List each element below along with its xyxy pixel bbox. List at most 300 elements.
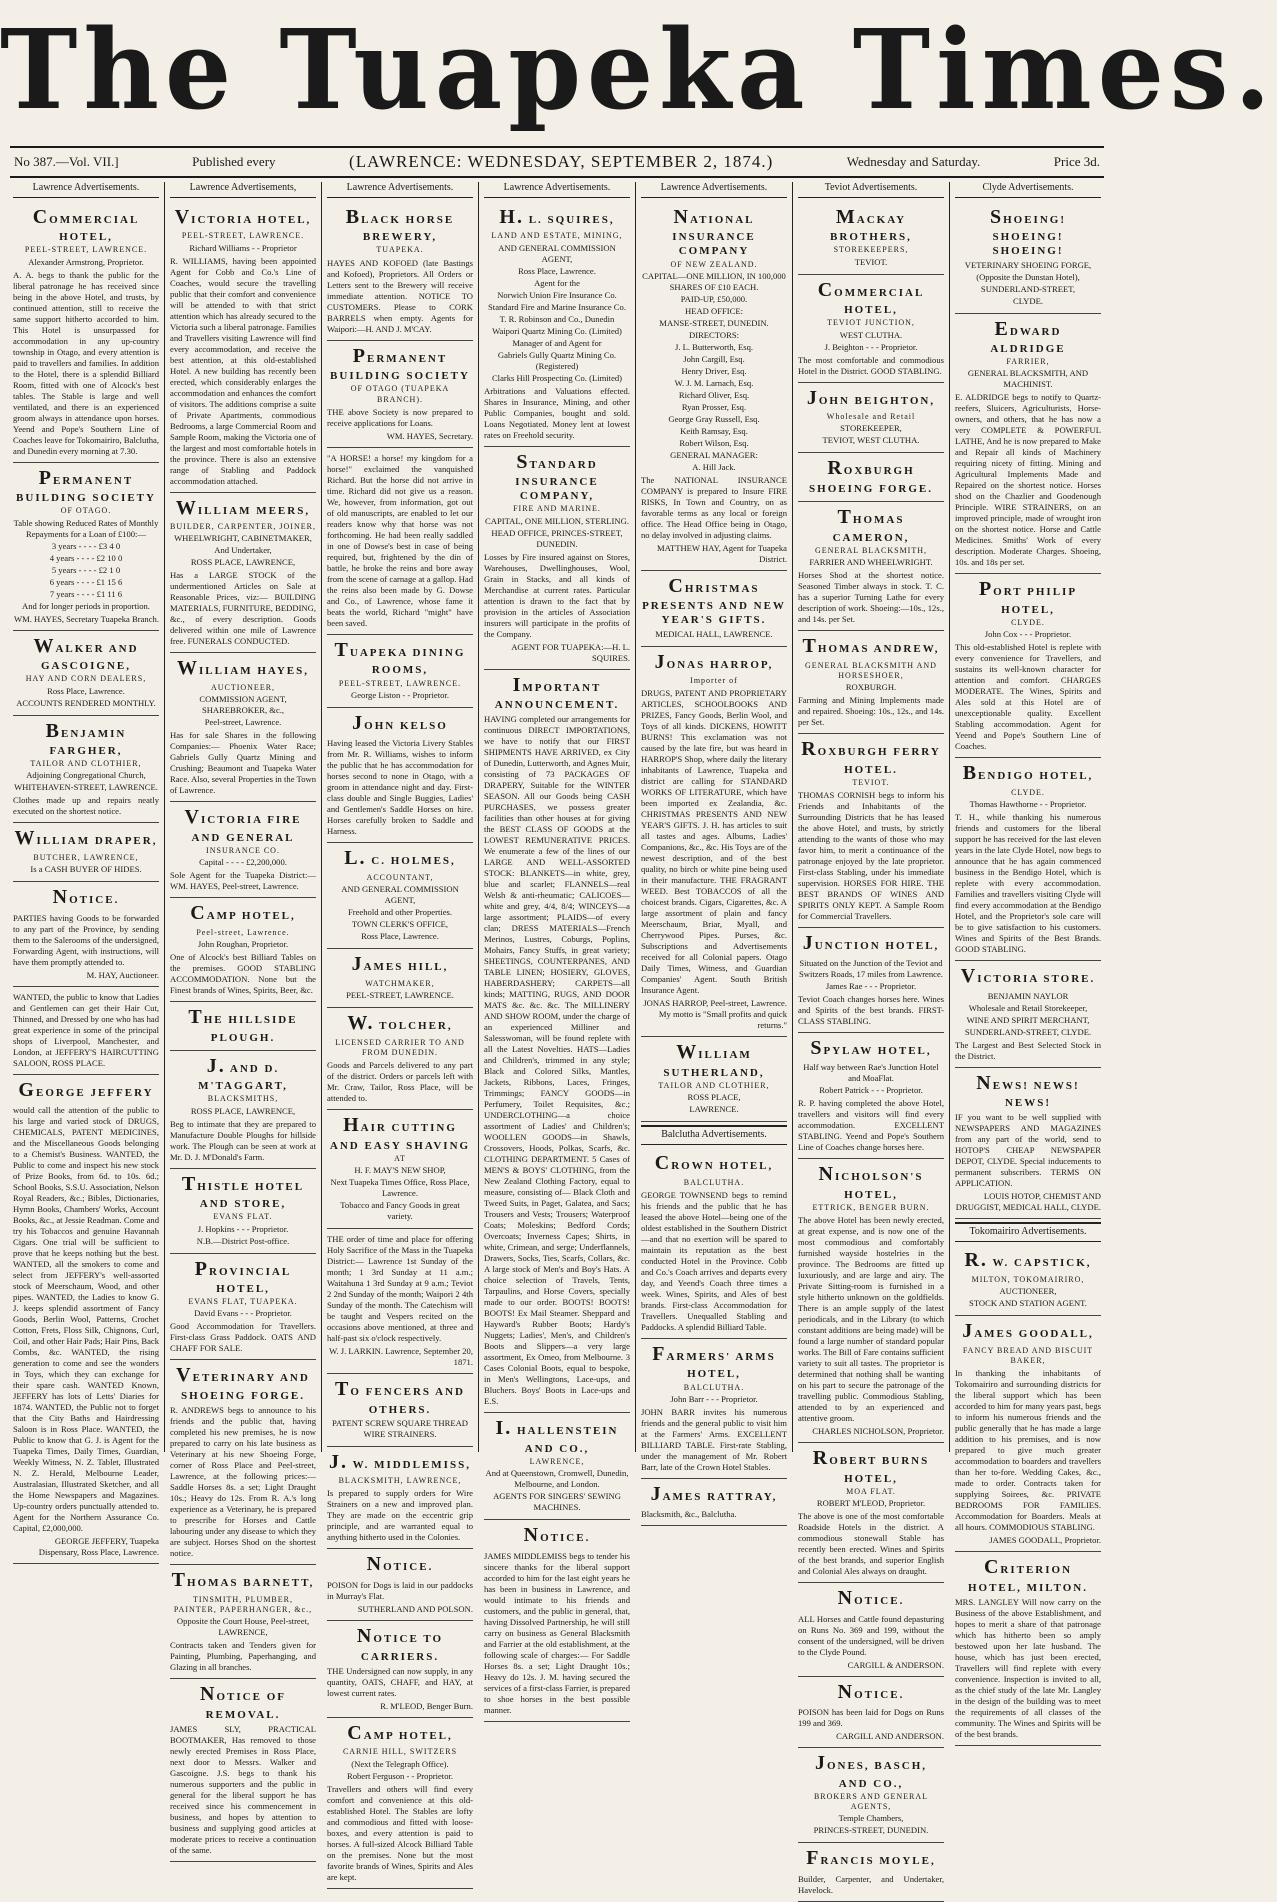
ad-line: Standard Fire and Marine Insurance Co. (488, 301, 626, 312)
ad-line: Next Tuapeka Times Office, Ross Place, Lawrence. (330, 1176, 470, 1198)
advertisement (327, 202, 473, 341)
ad-line: PAID-UP, £50,000. (680, 293, 748, 304)
ad-body: Goods and Parcels delivered to any part of the district. Orders or parcels left with Mr. Craw, Tailor, Ross Place, will be attended to. (327, 1060, 473, 1104)
column-heading: Clyde Advertisements. (955, 182, 1101, 198)
ad-title: ROXBURGH FERRY HOTEL. (801, 738, 941, 776)
advertisement (641, 202, 787, 571)
ad-line: W. J. M. Larnach, Esq. (674, 377, 754, 388)
ad-title: ROXBURGH SHOEING FORGE. (809, 457, 933, 496)
advertisement (798, 1843, 944, 1902)
advertisement (955, 758, 1101, 961)
ad-signature: JONAS HARROP, Peel-street, Lawrence. My motto is "Small profits and quick returns." (643, 998, 787, 1031)
ad-body: GEORGE TOWNSEND begs to remind his friends and the public that he has leased the above Hotel—being one of the oldest established in the Southern District—and that no exertion will be spared to maintain its reputation as the best conducted Hotel in the Province. Cobb and Co.'s Coach arrives and departs every day, and Yeend's Coach three times a week. Wines, Spirits, and Ales of best brands. First-class Accommodation for Travellers. Unequalled Stabling and Paddocks. A splendid Billiard Table. (641, 1189, 787, 1332)
ad-title: SPYLAW HOTEL, (810, 1036, 932, 1059)
ad-line: AUCTIONEER, (999, 1286, 1057, 1297)
ad-subtitle: PEEL-STREET, LAWRENCE. (24, 245, 148, 255)
ad-subtitle: AUCTIONEER, (210, 683, 276, 693)
ad-subtitle: EVANS FLAT. (213, 1212, 273, 1222)
ad-body: The most comfortable and commodious Hotel in the District. GOOD STABLING. (798, 354, 944, 376)
ad-line: BENJAMIN NAYLOR (987, 990, 1069, 1001)
ad-title: CAMP HOTEL, (190, 902, 296, 925)
column-1 (8, 182, 165, 1558)
ad-line: Norwich Union Fire Insurance Co. (497, 289, 617, 300)
ad-title: W. TOLCHER, (347, 1012, 453, 1034)
ad-subtitle: GENERAL BLACKSMITH, (814, 545, 928, 555)
ad-line: And Undertaker, (214, 545, 272, 556)
ad-subtitle: BROKERS AND GENERAL AGENTS, (813, 1791, 929, 1812)
ad-line: Ross Place, Lawrence. (361, 931, 439, 942)
ad-line: PRINCES-STREET, DUNEDIN. (813, 1825, 929, 1836)
price: Price 3d. (1053, 154, 1100, 169)
ad-body: Contracts taken and Tenders given for Painting, Plumbing, Paperhanging, and Glazing in all branches. (170, 1640, 316, 1673)
advertisement-columns (8, 182, 1106, 1895)
ad-line: MEDICAL HALL, LAWRENCE. (655, 628, 773, 639)
ad-title: JAMES HILL, (351, 953, 449, 976)
advertisement (327, 949, 473, 1008)
ad-subtitle: Importer of (690, 676, 738, 686)
ad-title: BENJAMIN FARGHER, (45, 719, 127, 758)
ad-signature: WM. HAYES, Secretary Tuapeka Branch. (13, 613, 159, 624)
ad-subtitle: BALCLUTHA. (683, 1382, 745, 1392)
advertisement (170, 1679, 316, 1862)
advertisement (641, 1037, 787, 1122)
ad-title: J. AND D. M'TAGGART, (198, 1054, 288, 1093)
ad-subtitle: FIRE AND MARINE. (513, 504, 601, 514)
ad-subtitle: TINSMITH, PLUMBER, PAINTER, PAPERHANGER, &c., (173, 1594, 313, 1614)
advertisement (484, 447, 630, 670)
advertisement (955, 961, 1101, 1068)
ad-subtitle: BALCLUTHA. (683, 1177, 745, 1187)
advertisement (798, 1033, 944, 1160)
ad-body: Losses by Fire insured against on Stores, Warehouses, Dwellinghouses, Wool, Grain in Stacks, and all kinds of Merchandise at current rates. Particular attention is drawn to the fact that by provision in the articles of Association insurers will participate in the profits of the Company. (484, 551, 630, 639)
ad-title: WILLIAM MEERS, (175, 496, 311, 519)
ad-line: Richard Williams - - Proprietor (189, 242, 297, 253)
ad-title: THOMAS CAMERON, (832, 506, 910, 544)
ad-body: T. H., while thanking his numerous friends and customers for the liberal support he has received for the last eleven years in the late Clyde Hotel, now begs to announce that he has again commenced business in the Bendigo Hotel, which is replete with every accommodation. Families and travellers visiting Clyde will find every accommodation at the Bendigo Hotel, and the Proprietor's sole care will be to give satisfaction to his customers. Wines and Spirits of the Best Brands. GOOD STABLING. (955, 812, 1101, 955)
ad-title: JAMES GOODALL, (962, 1320, 1094, 1343)
ad-line: George Gray Russell, Esq. (668, 413, 760, 424)
ad-subtitle: HAY AND CORN DEALERS, (25, 674, 147, 684)
column-heading: Lawrence Advertisements, (170, 182, 316, 198)
ad-subtitle: FANCY BREAD AND BISCUIT BAKER, (962, 1345, 1094, 1365)
ad-subtitle: CARNIE HILL, SWITZERS (342, 1747, 458, 1757)
ad-body: R. P. having completed the above Hotel, travellers and visitors will find every accommodation. EXCELLENT STABLING. Yeend and Pope's Southern Line of Coaches change horses here. (798, 1098, 944, 1153)
ad-title: NOTICE. (837, 1680, 905, 1703)
ad-subtitle: TEVIOT JUNCTION, (827, 318, 915, 328)
ad-line: 5 years - - - - £2 1 0 (51, 564, 121, 575)
advertisement (170, 1254, 316, 1361)
ad-line: John Barr - - - Proprietor. (670, 1393, 758, 1404)
ad-subtitle: AT (394, 1153, 406, 1163)
ad-line: Capital - - - - £2,200,000. (199, 857, 287, 868)
advertisement (327, 1621, 473, 1718)
ad-line: PEEL-STREET, LAWRENCE. (346, 990, 454, 1000)
ad-line: ROSS PLACE, LAWRENCE, (190, 1105, 296, 1116)
advertisement (13, 823, 159, 882)
ad-body: Is prepared to supply orders for Wire Strainers on a new and improved plan. They are made on the eccentric grip principle, and are warranted equal to anything hitherto used in the Colonies. (327, 1488, 473, 1543)
published-label: Published every (192, 154, 276, 169)
ad-line: Robert Patrick - - - Proprietor. (819, 1085, 923, 1096)
ad-line: Thomas Hawthorne - - Proprietor. (969, 799, 1087, 810)
advertisement (798, 1677, 944, 1749)
column-5 (636, 182, 793, 1520)
advertisement (798, 202, 944, 275)
ad-body: Good Accommodation for Travellers. First-class Grass Paddock. OATS AND CHAFF FOR SALE. (170, 1321, 316, 1354)
ad-title: NOTICE. (837, 1586, 905, 1609)
ad-subtitle: Peel-street, Lawrence. (196, 927, 290, 937)
ad-line: AND GENERAL COMMISSION AGENT, (341, 884, 459, 906)
advertisement (13, 882, 159, 987)
advertisement (170, 202, 316, 493)
advertisement (327, 448, 473, 635)
ad-line: Clarks Hill Prospecting Co. (Limited) (491, 372, 623, 383)
ad-line: DIRECTORS: (689, 329, 739, 340)
ad-title: VICTORIA STORE. (960, 965, 1096, 988)
ad-title: ROBERT BURNS HOTEL, (812, 1447, 930, 1485)
ad-title: MACKAY BROTHERS, (830, 205, 912, 244)
column-heading: Lawrence Advertisements. (327, 182, 473, 198)
ad-line: John Cox - - - Proprietor. (984, 629, 1072, 640)
ad-signature: CHARLES NICHOLSON, Proprietor. (812, 1426, 944, 1437)
ad-title: CROWN HOTEL, (654, 1152, 774, 1175)
ad-body: Blacksmith, &c., Balclutha. (641, 1509, 737, 1520)
ad-line: Alexander Armstrong, Proprietor. (28, 256, 144, 267)
newspaper-title: The Tuapeka Times. (0, 4, 1277, 135)
advertisement (641, 1148, 787, 1339)
ad-line: Ross Place, Lawrence. (518, 265, 596, 276)
ad-signature: CARGILL & ANDERSON. (847, 1659, 944, 1670)
advertisement (641, 1479, 787, 1527)
ad-body: JOHN BARR invites his numerous friends and the general public to visit him at the Farmers' Arms. EXCELLENT BILLIARD TABLE. First-rate Stabling, under the management of Mr. Robert Barr, late of the Crown Hotel Stables. (641, 1406, 787, 1472)
ad-line: LAWRENCE. (689, 1104, 739, 1115)
ad-signature: AGENT FOR TUAPEKA:—H. L. SQUIRES. (511, 641, 630, 663)
ad-title: JOHN KELSO (352, 711, 448, 734)
advertisement (955, 1552, 1101, 1746)
advertisement (798, 453, 944, 502)
ad-title: NOTICE. (523, 1524, 591, 1547)
ad-title: JONES, BASCH, AND CO., (814, 1752, 928, 1790)
ad-title: NOTICE. (52, 886, 120, 909)
ad-body: In thanking the inhabitants of Tokomairiro and surrounding districts for the liberal support which has been accorded to him for many years past, begs to inform his numerous friends and the public generally that he has made a large addition to his premises, and is now prepared to give much greater accommodation to boarders and travellers than her to-fore. Wedding Cakes, &c., made to order. Contracts taken for supplying Soirees, &c. PRIVATE BEDROOMS FOR FAMILIES. Accommodation for Boarders. Meals at all hours. COMMODIOUS STABLING. (955, 1368, 1101, 1533)
ad-title: WILLIAM DRAPER, (14, 827, 158, 850)
ad-line: Temple Chambers, (838, 1813, 904, 1824)
advertisement (327, 635, 473, 708)
ad-line: A. Hill Jack. (692, 461, 736, 472)
issue-date: (LAWRENCE: WEDNESDAY, SEPTEMBER 2, 1874.) (349, 152, 774, 171)
ad-body: The above Hotel has been newly erected, at great expense, and is now one of the most commodious and comfortably furnished wayside hostelries in the province. The Bedrooms are fitted up luxuriously, and are large and airy. The Private Sitting-room is furnished in a style hitherto unknown on the goldfields. There is an ample supply of the latest periodicals, and in the Library (to which constant additions are being made) will be found a large number of standard popular works. The Bill of Fare contains sufficient variety to suit all tastes. The proprietor is determined that nothing shall be wanting on his part to secure the patronage of the travelling public. Commodious Stabling, attended to by an experienced and attentive groom. (798, 1215, 944, 1424)
ad-line: Gabriels Gully Quartz Mining Co. (Registered) (497, 349, 617, 371)
ad-title: PORT PHILIP HOTEL, (978, 578, 1078, 617)
ad-title: BENDIGO HOTEL, (962, 762, 1094, 785)
ad-title: WALKER AND GASCOIGNE, (33, 634, 139, 673)
ad-subtitle: BLACKSMITHS, (207, 1094, 279, 1104)
advertisement (955, 1316, 1101, 1552)
publication-days: Wednesday and Saturday. (846, 154, 981, 169)
ad-title: IMPORTANT ANNOUNCEMENT. (494, 673, 620, 712)
ad-line: And at Queenstown, Cromwell, Dunedin, Melbourne, and London. (485, 1468, 629, 1490)
advertisement (955, 202, 1101, 314)
ad-title: VICTORIA FIRE AND GENERAL (184, 806, 302, 844)
advertisement (798, 1159, 944, 1443)
advertisement (170, 898, 316, 1002)
ad-title: THOMAS BARNETT, (171, 1569, 315, 1592)
ad-subtitle: LICENSED CARRIER TO AND FROM DUNEDIN. (335, 1037, 465, 1057)
ad-title: THE HILLSIDE PLOUGH. (188, 1006, 298, 1044)
ad-line: 7 years - - - - £1 11 6 (49, 588, 123, 599)
advertisement (327, 708, 473, 844)
ad-body: DRUGS, PATENT AND PROPRIETARY ARTICLES, SCHOOLBOOKS AND PRIZES, Fancy Goods, Berlin Wool, and Toys of all kinds. DICKENS, HOWITT BURNS! This exclamation was not caused by the late fire, but was heard in HARROP'S Shop, where daily the literary inhabitants of Lawrence, Tuapeka and district are calling for STANDARD WORKS OF LITERATURE, which have been imported ex Zealandia, &c. CHRISTMAS PRESENTS AND NEW YEAR'S GIFTS. J. H. has articles to suit all tastes and ages. Albums, Ladies' Companions, &c., &c. His Toys are of the newest description, and of the best quality, no birch or white pine being used in their manufacture. THE FRAGRANT WEED. Best TOBACCOS of all the choicest brands. Cigars, Cigarettes, &c. A large assortment of plain and fancy Meerschaum, Briar, Myall, and Cherrywood Pipes. Purses, &c. Subscriptions and Advertisements received for all Colonial papers. Otago Daily Times, Witness, and Guardian Companies' Agent. South British Insurance Agent. (641, 688, 787, 996)
ad-line: ROBERT M'LEOD, Proprietor. (816, 1497, 926, 1508)
ad-body: POISON for Dogs is laid in our paddocks in Murray's Flat. (327, 1580, 473, 1602)
advertisement (641, 1339, 787, 1479)
ad-line: ROXBURGH. (845, 682, 897, 693)
ad-signature: GEORGE JEFFERY, Tuapeka Dispensary, Ross Place, Lawrence. (38, 1536, 159, 1558)
ad-line: GENERAL MANAGER: (670, 449, 758, 460)
advertisement (170, 1002, 316, 1051)
ad-title: TO FENCERS AND OTHERS. (335, 1377, 465, 1416)
ad-subtitle: OF NEW ZEALAND. (670, 259, 758, 269)
ad-title: THISTLE HOTEL AND STORE, (181, 1172, 305, 1211)
advertisement (641, 647, 787, 1038)
advertisement (327, 1008, 473, 1110)
ad-body: One of Alcock's best Billiard Tables on the premises. GOOD STABLING ACCOMMODATION. None but the Finest brands of Wines, Spirits, Beer, &c. (170, 952, 316, 996)
ad-line: J. Hopkins - - - Proprietor. (197, 1223, 289, 1234)
ad-subtitle: PEEL-STREET, LAWRENCE. (338, 678, 462, 688)
ad-line: J. L. Butterworth, Esq. (674, 341, 754, 352)
ad-line: Freehold and other Properties. (347, 907, 453, 918)
advertisement (484, 1413, 630, 1520)
ad-subtitle: STOREKEEPERS, (833, 245, 909, 255)
advertisement (13, 463, 159, 631)
ad-title: JUNCTION HOTEL, (802, 931, 940, 954)
ad-subtitle: OF OTAGO (TUAPEKA BRANCH). (350, 384, 450, 404)
ad-title: JONAS HARROP, (654, 650, 774, 673)
ad-signature: CARGILL AND ANDERSON. (836, 1731, 944, 1742)
ad-line: Situated on the Junction of the Teviot and Switzers Roads, 17 miles from Lawrence. (799, 957, 943, 979)
ad-body: Has for sale Shares in the following Companies:— Phoenix Water Race; Gabriels Gully Quartz Mining and Crushing; Beaumont and Tuapeka Water Race. Also, several Properties in the Town of Lawrence. (170, 730, 316, 796)
ad-title: PERMANENT BUILDING SOCIETY (330, 344, 470, 383)
ad-subtitle: LAND AND ESTATE, MINING, (491, 231, 623, 241)
ad-title: EDWARD ALDRIDGE (990, 317, 1066, 356)
advertisement (327, 1374, 473, 1447)
advertisement (13, 202, 159, 463)
column-heading: Lawrence Advertisements. (484, 182, 630, 198)
ad-subtitle: TAILOR AND CLOTHIER, (658, 1081, 770, 1091)
ad-line: David Evans - - - Proprietor. (194, 1308, 292, 1319)
ad-title: J. W. MIDDLEMISS, (329, 1450, 471, 1473)
ad-line: Ross Place, Lawrence. (47, 685, 125, 696)
ad-body: would call the attention of the public to his large and varied stock of DRUGS, CHEMICALS, PATENT MEDICINES, and the Miscellaneous Goods belonging to a Chemist's Business. WANTED, the Public to come and inspect his new stock of Prize Books, from 6d. to 10s. 6d.; School Books, S.S.U. Association, Nelson Royal Readers, &c.; Bibles, Dictionaries, Hymn Books, Chambers' Works, Account Books, &c., at Jessie Readman. Come and try his Tobaccos and genuine Havannah Cigars. One trial will be sufficient to prove that he keeps nothing but the best. WANTED, all the smokers to come and select from JEFFERY's well-assorted stock of Meerschaum, Wood, and other pipes. WANTED, the Ladies to know G. J. keeps splendid assortment of Fancy Goods, Berlin Wool, Patterns, Crochet Cotton, Frets, Floss Silk, Chignons, Curl, Coil, and other Hair Pads; Hair Pins, Back Combs, &c. WANTED, the rising generation to come and see the wonders in Toys, which they can exchange for their spare cash. WANTED Known, JEFFERY has lots of Letts' Diaries for 1874. WANTED, the Public not to forget that the City Baths and Hairdressing Saloon is in Ross Place. WANTED, the Public to know that G. J. is Agent for the Tuapeka Times, Daily Times, Guardian, Weekly Witness, N. Z. Tablet, Illustrated N. Z. Herald, Melbourne Leader, Australasian, Illustrated Sketcher, and all the Home Newspapers and Magazines. Up-country orders punctually attended to. Agent for the Northern Assurance Co. Capital, £2,000,000. (13, 1105, 159, 1534)
advertisement (327, 1229, 473, 1374)
ad-title: FRANCIS MOYLE, (806, 1847, 936, 1870)
column-heading: Lawrence Advertisements. (13, 182, 159, 198)
ad-subtitle: WATCHMAKER, (365, 978, 435, 988)
advertisement (327, 1718, 473, 1889)
ad-body: R. WILLIAMS, having been appointed Agent for Cobb and Co.'s Line of Coaches, would secure the travelling public that their comfort and convenience will be attended to with that strict attention which has already secured to the Victoria such a liberal patronage. Families and Travellers visiting Lawrence will find every accommodation, and receive the best attention, at this old-established Hotel. A new building has recently been erected, which considerably enlarges the accommodation and enhances the comfort of visitors. The additions comprise a suite of Private Apartments, commodious Bedrooms, a large Commercial Room and Sample Room, making the Victoria one of the largest and most comfortable hotels in the province. There is also an extensive range of Stabling and Paddock accommodation attached. (170, 255, 316, 486)
advertisement (13, 987, 159, 1075)
advertisement (798, 631, 944, 734)
ad-line: ACCOUNTS RENDERED MONTHLY. (16, 697, 156, 708)
advertisement (170, 802, 316, 898)
ad-body: Has a LARGE STOCK of the undermentioned Articles on Sale at Reasonable Prices, viz:— BUILDING MATERIALS, FURNITURE, BEDDING, &c., of every description. Goods delivered within one mile of Lawrence free. FUNERALS CONDUCTED. (170, 570, 316, 647)
ad-body: PARTIES having Goods to be forwarded to any part of the Province, by sending them to the Salerooms of the undersigned, Forwarding Agent, with instructions, will have them promptly attended to. (13, 912, 159, 967)
advertisement (641, 571, 787, 647)
top-rule (10, 146, 1104, 148)
advertisement (798, 383, 944, 454)
ad-body: JAMES SLY, PRACTICAL BOOTMAKER, Has removed to those newly erected Premises in Ross Place, next door to Messrs. Walker and Gascoigne. J.S. begs to thank his numerous supporters and the public in general for the liberal support he has received since his commencement in business, and hopes by attention to business and supplying good articles at moderate prices to receive a continuation of the same. (170, 1723, 316, 1855)
ad-line: (Next the Telegraph Office). (351, 1758, 449, 1769)
advertisement (13, 1075, 159, 1565)
ad-signature: SUTHERLAND AND POLSON. (357, 1604, 473, 1615)
ad-line: WHITEHAVEN-STREET, LAWRENCE. (14, 782, 158, 793)
ad-body: Sole Agent for the Tuapeka District:— WM. HAYES, Peel-street, Lawrence. (170, 870, 316, 892)
advertisement (327, 1447, 473, 1550)
ad-line: (Opposite the Dunstan Hotel), (976, 271, 1080, 282)
ad-line: Tobacco and Fancy Goods in great variety. (340, 1199, 460, 1221)
ad-body: POISON has been laid for Dogs on Runs 199 and 369. (798, 1707, 944, 1729)
ad-body: This old-established Hotel is replete with every convenience for Travellers, and sustains its well-known character for attention and comfort. CHARGES MODERATE. The Wines, Spirits and Ales sold at this Hotel are of unexceptionable quality. Excellent Stabling accommodation. Agent for Yeend and Pope's Southern Line of Coaches. (955, 642, 1101, 752)
advertisement (484, 202, 630, 447)
ad-line: TEVIOT. (854, 256, 888, 267)
ad-title: NOTICE. (366, 1553, 434, 1576)
column-2 (165, 182, 322, 1855)
ad-line: TOWN CLERK'S OFFICE, (351, 919, 449, 930)
ad-subtitle: BLACKSMITH, LAWRENCE, (338, 1476, 462, 1486)
ad-signature: MATTHEW HAY, Agent for Tuapeka District. (657, 542, 787, 564)
ad-body: JAMES MIDDLEMISS begs to tender his sincere thanks for the liberal support accorded to him for the last eight years he has been in business in Lawrence, and would intimate to his friends and customers, and the public in general, that, having Dissolved Partnership, he will still carry on business as General Blacksmith and Farrier at the old establishment, at the following scale of charges:— For Saddle Horses 8s. a set; Light Draught 10s.; Heavy do 12s. J. M. having secured the services of a first-class Farrier, is prepared to shoe horses in the best possible manner. (484, 1550, 630, 1715)
ad-body: HAVING completed our arrangements for continuous DIRECT IMPORTATIONS, we have to notify that our FIRST SHIPMENTS HAVE ARRIVED, ex City of Dunedin, Lutterworth, and Agnes Muir, consisting of 73 PACKAGES OF DRAPERY, Suitable for the WINTER SEASON. All our Goods being CASH PURCHASES, we possess greater facilities than other houses at for giving the BEST CLASS OF GOODS at the LOWEST REMUNERATIVE PRICES. We enumerate a few of the lines of our LARGE AND WELL-ASSORTED STOCK: BLANKETS—in white, grey, blue and scarlet; FLANNELS—real Welsh & anti-rheumatic; CALICOES—white and grey, 4/4, 8/4; WINCEYS—a large assortment; PLAIDS—of every clan; DRESS MATERIALS—French Merinos, Lustres, Coburgs, Poplins, Mohairs, Fancy Stuffs, in great variety; SHEETINGS, COUNTERPANES, AND TABLE LINEN; HOSIERY, GLOVES, HABERDASHERY; CARPETS—all kinds; MATTING, RUGS, AND DOOR MATS &c. &c. &c. The MILLINERY AND SHOW ROOM, under the charge of an experienced Milliner and Salesswoman, will be found replete with all the Latest Novelties. HATS—Ladies and Children's, trimmed in any style; Black and Colored Silks, Mantles, Jackets, Ribbons, Laces, Fringes, Trimmings; FANCY GOODS—in Perfumery, Toilet Requisites, &c.; UNDERCLOTHING—a choice assortment of Ladies' and Children's; WOOLLEN GOODS—in Shawls, Crossovers, Hoods, Polkas, Scarfs, &c. CLOTHING DEPARTMENT. 5 Cases of MEN'S & BOYS' CLOTHING, from the New Zealand Clothing Factory, equal to measure, consisting of— Black Cloth and Tweed Suits, in Paget, Galatea, and Sacs; Trousers and Vests; Trousers; Waterproof Coats; Moleskins; Bedford Cords; Overcoats; Inverness Capes; Shirts, in white, Crimean, and serge; Underflannels, Drawers, Socks, Ties, Scarfs, Collars, &c. A large stock of Men's and Boy's Hats. A choice selection of Travels, Tents, Tarpaulins, and Horse Covers, specially made to our order. BOOTS! BOOTS! BOOTS! Ex Mail Steamer. Sheppard and Hayward's Rubber Boots; Hardy's Nuggets; Ladies', Men's, and Children's Boots and Slippers—a very large assortment, Ex Omeo, from Melbourne. 3 Cases Colonial Boots, equal to bespoke, in Men's Wellingtons, Lace-ups, and Bluchers. Boys' Boots in Lace-ups and E.S. (484, 714, 630, 1407)
ad-title: JAMES RATTRAY, (650, 1482, 778, 1505)
ad-line: T. R. Robinson and Co., Dunedin (499, 313, 615, 324)
advertisement (955, 1068, 1101, 1220)
ad-subtitle: ETTRICK, BENGER BURN. (812, 1202, 930, 1212)
ad-line: Is a CASH BUYER OF HIDES. (30, 864, 142, 875)
advertisement (798, 1583, 944, 1677)
issue-number: No 387.—Vol. VII.] (14, 154, 119, 169)
ad-body: MRS. LANGLEY Will now carry on the Business of the above Establishment, and hopes to merit a share of that patronage which has hitherto been so amply bestowed upon her late husband. The house, which has just been erected, Travellers will find replete with every convenience. Inspection is invited to all, as the chief study of the late Mr. Langley in the design of the building was to meet the requirements of all classes of the community. The Wines and Spirits will be of the best brands. (955, 1596, 1101, 1739)
ad-body: Farming and Mining Implements made and repaired. Shoeing: 10s., 12s., and 14s. per Set. (798, 695, 944, 728)
ad-line: FARRIER AND WHEELWRIGHT. (809, 557, 933, 568)
ad-line: HEAD OFFICE, PRINCES-STREET, DUNEDIN. (491, 527, 623, 549)
advertisement (13, 631, 159, 716)
ad-line: CAPITAL—ONE MILLION, IN 100,000 SHARES OF £10 EACH. (642, 270, 786, 292)
ad-line: N.B.—District Post-office. (196, 1235, 290, 1246)
ad-line: Robert Ferguson - - Proprietor. (346, 1770, 454, 1781)
ad-body: WANTED, the public to know that Ladies and Gentlemen can get their Hair Cut, Thinned, and Dressed by one who has had great experience in some of the principal shops of Liverpool, Manchester, and London, at JEFFERY'S HAIRCUTTING SALOON, ROSS PLACE. (13, 991, 159, 1068)
column-7 (950, 182, 1106, 1739)
ad-title: NATIONAL INSURANCE COMPANY (672, 205, 756, 258)
ad-line: SUNDERLAND-STREET, CLYDE. (964, 1026, 1092, 1037)
ad-line: HEAD OFFICE: (684, 305, 743, 316)
ad-title: NOTICE OF REMOVAL. (200, 1683, 286, 1721)
ad-line: Table showing Reduced Rates of Monthly Repayments for a Loan of £100:— (13, 517, 159, 539)
column-3 (322, 182, 479, 1882)
ad-body: Teviot Coach changes horses here. Wines and Spirits of the best brands. FIRST-CLASS STABLING. (798, 993, 944, 1026)
advertisement (170, 653, 316, 802)
advertisement (13, 716, 159, 824)
ad-signature: LOUIS HOTOP, CHEMIST AND DRUGGIST, MEDICAL HALL, CLYDE. (955, 1191, 1101, 1213)
ad-title: R. W. CAPSTICK, (964, 1249, 1092, 1272)
ad-line: ROSS PLACE, LAWRENCE, (190, 557, 296, 568)
ad-line: Henry Driver, Esq. (681, 365, 747, 376)
ad-line: MANSE-STREET, DUNEDIN. (659, 317, 769, 328)
advertisement (798, 502, 944, 631)
ad-title: STANDARD INSURANCE COMPANY, (515, 450, 599, 503)
advertisement (327, 341, 473, 448)
ad-line: STOCK AND STATION AGENT. (969, 1298, 1087, 1309)
ad-line: 4 years - - - - £2 10 0 (49, 552, 123, 563)
ad-title: H. L. SQUIRES, (499, 205, 615, 228)
advertisement (170, 1169, 316, 1254)
ad-subtitle: FARRIER, (1006, 357, 1050, 367)
ad-line: WINE AND SPIRIT MERCHANT, (966, 1014, 1090, 1025)
ad-line: J. Beighton - - - Proprietor. (824, 341, 918, 352)
ad-title: COMMERCIAL HOTEL, (817, 278, 925, 317)
column-6 (793, 182, 950, 1895)
ad-line: Waipori Quartz Mining Co. (Limited) (492, 325, 622, 336)
ad-subtitle: BUTCHER, LAWRENCE, (33, 853, 139, 863)
ad-body: Builder, Carpenter, and Undertaker, Havelock. (798, 1873, 944, 1895)
advertisement (170, 1565, 316, 1679)
column-heading: Teviot Advertisements. (798, 182, 944, 198)
ad-title: NICHOLSON'S HOTEL, (818, 1163, 924, 1201)
advertisement (170, 1051, 316, 1169)
ad-line: Ryan Prosser, Esq. (681, 401, 747, 412)
ad-line: Manager of and Agent for (512, 337, 602, 348)
ad-line: Peel-street, Lawrence. (204, 717, 282, 728)
ad-subtitle: MOA FLAT. (846, 1486, 896, 1496)
ad-subtitle: GENERAL BLACKSMITH AND HORSESHOER, (805, 660, 937, 680)
ad-line: AGENTS FOR SINGERS' SEWING MACHINES. (493, 1491, 621, 1513)
ad-subtitle: Wholesale and Retail (826, 412, 916, 422)
ad-body: THE order of time and place for offering Holy Sacrifice of the Mass in the Tuapeka District:— Lawrence 1st Sunday of the month; 1 3rd Sunday at 11 a.m.; Waitahuna 1 3rd Sunday at 9 a.m.; Teviot 2 2nd Sunday of the month; Waipori 2 4th Sunday of the month. The Catechism will be taught and Vespers recited on the occasions above mentioned, at three and half-past six o'clock respectively. (327, 1233, 473, 1343)
ad-line: GENERAL BLACKSMITH, AND MACHINIST. (967, 368, 1089, 390)
ad-subtitle: LAWRENCE, (529, 1456, 585, 1466)
ad-subtitle: PEEL-STREET, LAWRENCE. (181, 231, 305, 241)
ad-body: R. ANDREWS begs to announce to his friends and the public that, having completed his new premises, he is now prepared to carry on his late business as Veterinary at his new Shoeing Forge, corner of Ross Place and Peel-street, Lawrence, at the following prices:— Saddle Horses 8s. a set; Light Draught 10s.; Heavy do 12s. From R. A.'s long experience as a Veterinary, he is prepared to prescribe for Horses and Cattle labouring under any disease to which they are subject. Horses Shod on the shortest notice. (170, 1405, 316, 1559)
ad-body: THOMAS CORNISH begs to inform his Friends and Inhabitants of the Surrounding Districts that he has leased the above Hotel, and trusts, by strictly attending to the wants of those who may favor him, to merit a continuance of the patronage enjoyed by the late proprietor. First-class Stabling, under his immediate supervision. HORSES FOR HIRE. THE BEST BRANDS OF WINES AND SPIRITS ONLY KEPT. A Sample Room for Commercial Travellers. (798, 789, 944, 921)
advertisement (170, 493, 316, 654)
column-4 (479, 182, 636, 1715)
advertisement (798, 1748, 944, 1843)
ad-line: WHEELWRIGHT, CABINETMAKER, (174, 533, 312, 544)
ad-body: "A HORSE! a horse! my kingdom for a horse!" exclaimed the vanquished Richard. But the horse did not arrive in time. Richard did not give us a reason. We, however, from information, got out of old manuscripts, are enabled to let our readers know why that horse was not forthcoming. He had been really saddled in one of Dowse's best in case of being required, but, frightened by the din of battle, he broke the reins and bore away from the scene of carnage at a gallop. Had the reins also been made by G. Dowse and Co., of Lawrence, whose fame it beats the world, Richard "might" have been saved. (327, 452, 473, 628)
ad-subtitle: ACCOUNTANT, (366, 872, 434, 882)
advertisement (798, 928, 944, 1033)
ad-title: CHRISTMAS PRESENTS AND NEW YEAR'S GIFTS. (642, 574, 786, 627)
ad-line: STOREKEEPER, (840, 423, 902, 434)
advertisement (798, 734, 944, 928)
ad-title: CRITERION HOTEL, MILTON. (967, 1556, 1088, 1594)
ad-line: AND GENERAL COMMISSION AGENT, (498, 242, 616, 264)
ad-signature: JAMES GOODALL, Proprietor. (989, 1535, 1101, 1546)
advertisement (955, 574, 1101, 758)
ad-line: 3 years - - - - £3 4 0 (51, 540, 121, 551)
ad-subtitle: EVANS FLAT, TUAPEKA. (188, 1297, 298, 1307)
ad-body: Travellers and others will find every comfort and convenience at this old-established Hotel. The Stables are lofty and commodious and fitted with loose-boxes, and every attention is paid to horses. A full-sized Alcock Billiard Table on the premises. None but the most favorite brands of Wines, Spirits and Ales are kept. (327, 1783, 473, 1882)
ad-line: H. F. MAY'S NEW SHOP, (354, 1164, 446, 1175)
ad-body: HAYES AND KOFOED (late Bastings and Kofoed), Proprietors. All Orders or Letters sent to the Brewery will receive immediate attention. NOTICE TO CUSTOMERS. Please to CORK BARRELS when empty. Agents for Waipori:—H. AND J. M'CAY. (327, 257, 473, 334)
ad-title: CAMP HOTEL, (347, 1721, 453, 1744)
ad-line: Wholesale and Retail Storekeeper, (968, 1002, 1088, 1013)
ad-line: Adjoining Congregational Church, (26, 770, 146, 781)
ad-body: THE above Society is now prepared to receive applications for Loans. (327, 406, 473, 428)
ad-subtitle: TAILOR AND CLOTHIER, (30, 759, 142, 769)
ad-line: SUNDERLAND-STREET, (980, 283, 1076, 294)
ad-body: The above is one of the most comfortable Roadside Hotels in the district. A commodious stonewall Stable has recently been erected. Wines and Spirits of the best brands, and superior English and Colonial Ales always on draught. (798, 1510, 944, 1576)
advertisement (170, 1360, 316, 1565)
ad-line: CAPITAL, ONE MILLION, STERLING. (485, 515, 629, 526)
